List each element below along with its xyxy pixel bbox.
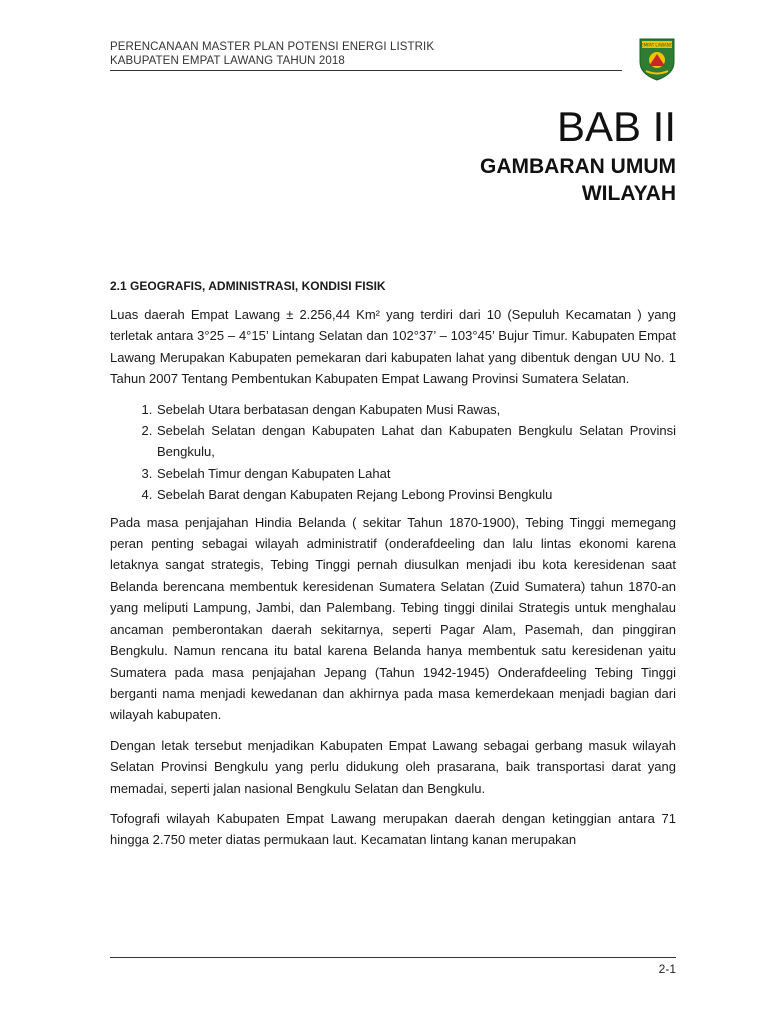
emblem-text: EMPAT LAWANG: [641, 42, 673, 48]
paragraph-area: Luas daerah Empat Lawang ± 2.256,44 Km² yang terdiri dari 10 (Sepuluh Kecamatan ) yang terletak antara 3°25 – 4°15’ Lintang Selatan dan 102°37’ – 103°45’ Bujur Timur. Kabupaten Empat Lawang Merupakan Kabupaten pemekaran dari kabupaten lahat yang dibentuk dengan UU No. 1 Tahun 2007 Tentang Pembentukan Kabupaten Empat Lawang Provinsi Sumatera Selatan.: [110, 307, 676, 387]
list-item: 2. Sebelah Selatan dengan Kabupaten Lahat dan Kabupaten Bengkulu Selatan Provinsi Bengkulu,: [156, 420, 676, 463]
header-line-2: KABUPATEN EMPAT LAWANG TAHUN 2018: [110, 55, 345, 67]
footer-divider: [110, 957, 676, 958]
paragraph-history: Pada masa penjajahan Hindia Belanda ( sekitar Tahun 1870-1900), Tebing Tinggi memegang peran penting sebagai wilayah administratif (onderafdeeling dan lalu lintas ekonomi karena letaknya sangat strategis, Tebing Tinggi pernah diusulkan menjadi ibu kota keresidenan saat Belanda berencana membentuk keresidenan Sumatera Selatan (Zuid Sumatera) tahun 1870-an yang meliputi Lampung, Jambi, dan Palembang. Tebing tinggi dinilai Strategis untuk menghalau ancaman pemberontakan daerah sekitarnya, seperti Pagar Alam, Pasemah, dan pinggiran Bengkulu. Namun rencana itu batal karena Belanda hanya membentuk satu keresidenan yaitu Sumatera pada masa penjajahan Jepang (Tahun 1942-1945) Onderafdeeling Tebing Tinggi berganti nama menjadi kewedanan dan akhirnya pada masa kemerdekaan menjadi bagian dari wilayah kabupaten.: [110, 514, 676, 723]
section-heading: 2.1 GEOGRAFIS, ADMINISTRASI, KONDISI FISIK: [110, 279, 386, 293]
paragraph-topography: Tofografi wilayah Kabupaten Empat Lawang merupakan daerah dengan ketinggian antara 71 hingga 2.750 meter diatas permukaan laut. Kecamatan lintang kanan merupakan: [110, 810, 676, 848]
chapter-body: [110, 278, 676, 860]
chapter-subtitle-line-1: GAMBARAN UMUM: [480, 155, 676, 178]
list-item: 4. Sebelah Barat dengan Kabupaten Rejang Lebong Provinsi Bengkulu: [156, 484, 676, 505]
chapter-subtitle: [480, 153, 676, 207]
chapter-subtitle-line-2: WILAYAH: [581, 182, 676, 205]
regency-emblem-icon: [636, 36, 678, 82]
list-item: 3. Sebelah Timur dengan Kabupaten Lahat: [156, 463, 676, 484]
border-list: [110, 399, 676, 506]
header-line-1: PERENCANAAN MASTER PLAN POTENSI ENERGI LISTRIK: [110, 41, 435, 53]
page-number: 2-1: [658, 962, 676, 976]
running-header: [110, 40, 622, 71]
paragraph-location: Dengan letak tersebut menjadikan Kabupaten Empat Lawang sebagai gerbang masuk wilayah Selatan Provinsi Bengkulu yang perlu didukung oleh prasarana, baik transportasi darat yang memadai, seperti jalan nasional Bengkulu Selatan dan Bengkulu.: [110, 737, 676, 796]
chapter-title: BAB II: [556, 103, 676, 150]
list-item: 1. Sebelah Utara berbatasan dengan Kabupaten Musi Rawas,: [156, 399, 676, 420]
